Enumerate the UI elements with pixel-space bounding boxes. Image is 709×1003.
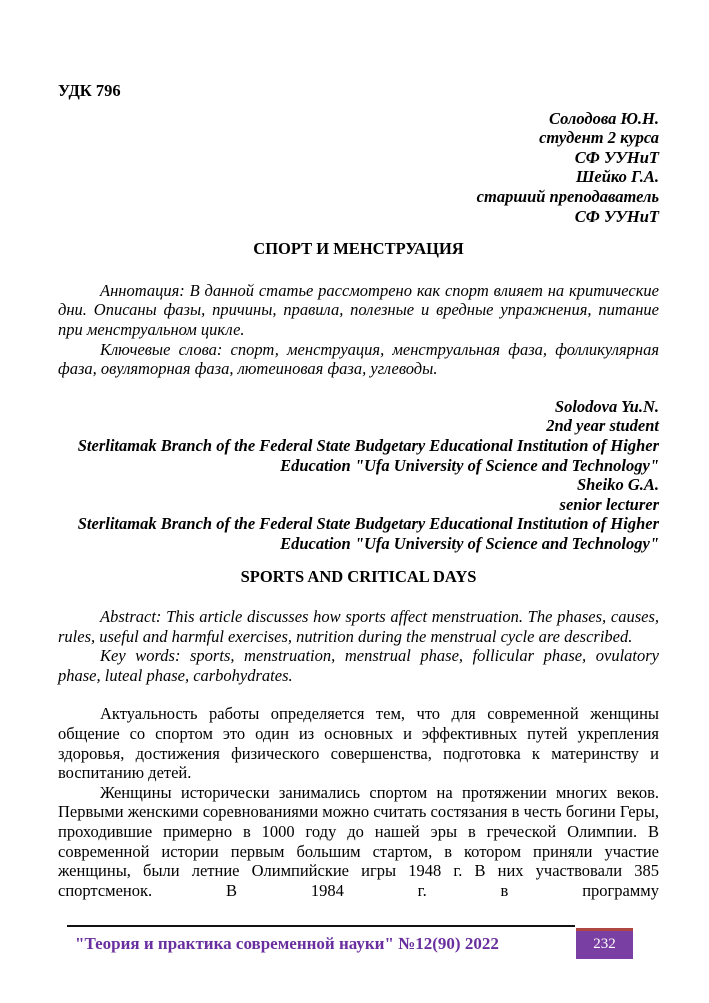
abstract-ru: Аннотация: В данной статье рассмотрено как спорт влияет на критические дни. Описаны фазы, причины, правила, полезные и вредные упражнения, питание при менструальном цикле. <box>58 280 659 339</box>
author-en-name-1: Solodova Yu.N. <box>554 396 659 416</box>
body-paragraph-1: Актуальность работы определяется тем, что для современной женщины общение со спортом это один из основных и эффективных путей укрепления здоровья, достижения физического совершенства, подготовка к материнству и воспитанию детей. <box>58 704 659 783</box>
author-ru-name-1: Солодова Ю.Н. <box>548 108 659 128</box>
page-number: 232 <box>593 936 616 952</box>
author-en-affiliation-1: Sterlitamak Branch of the Federal State Budgetary Educational Institution of Higher Education "Ufa University of Science and Technology" <box>77 435 659 475</box>
footer-divider <box>67 925 575 927</box>
author-en-role-1: 2nd year student <box>546 416 659 436</box>
authors-en-block <box>58 397 659 554</box>
article-title-ru: СПОРТ И МЕНСТРУАЦИЯ <box>253 239 464 259</box>
abstract-en: Abstract: This article discusses how sports affect menstruation. The phases, causes, rules, useful and harmful exercises, nutrition during the menstrual cycle are described. <box>58 607 659 646</box>
keywords-en: Key words: sports, menstruation, menstrual phase, follicular phase, ovulatory phase, luteal phase, carbohydrates. <box>58 646 659 685</box>
author-ru-affiliation-2: СФ УУНиТ <box>574 206 659 226</box>
article-content <box>58 81 659 900</box>
author-ru-role-1: студент 2 курса <box>539 128 659 148</box>
body-paragraph-2: Женщины исторически занимались спортом на протяжении многих веков. Первыми женскими соревнованиями можно считать состязания в честь богини Геры, проходившие примерно в 1000 году до нашей эры в греческой Олимпии. В современной истории первым большим стартом, в котором приняли участие женщины, были летние Олимпийские игры 1948 г. В них участвовали 385 спортсменок. В 1984 г. в программу <box>58 782 659 900</box>
keywords-ru: Ключевые слова: спорт, менструация, менструальная фаза, фолликулярная фаза, овуляторная фаза, лютеиновая фаза, углеводы. <box>58 339 659 379</box>
author-ru-role-2: старший преподаватель <box>476 186 659 206</box>
udc-code: УДК 796 <box>58 81 121 100</box>
page-number-badge <box>576 928 633 959</box>
author-ru-affiliation-1: СФ УУНиТ <box>574 147 659 167</box>
authors-ru-block <box>58 109 659 227</box>
journal-title: "Теория и практика современной науки" №12(90) 2022 <box>75 934 499 953</box>
author-ru-name-2: Шейко Г.А. <box>575 167 659 187</box>
author-en-role-2: senior lecturer <box>559 494 659 514</box>
author-en-affiliation-2: Sterlitamak Branch of the Federal State Budgetary Educational Institution of Higher Education "Ufa University of Science and Technology" <box>77 514 659 553</box>
article-title-en: SPORTS AND CRITICAL DAYS <box>240 567 477 587</box>
author-en-name-2: Sheiko G.A. <box>576 475 659 495</box>
